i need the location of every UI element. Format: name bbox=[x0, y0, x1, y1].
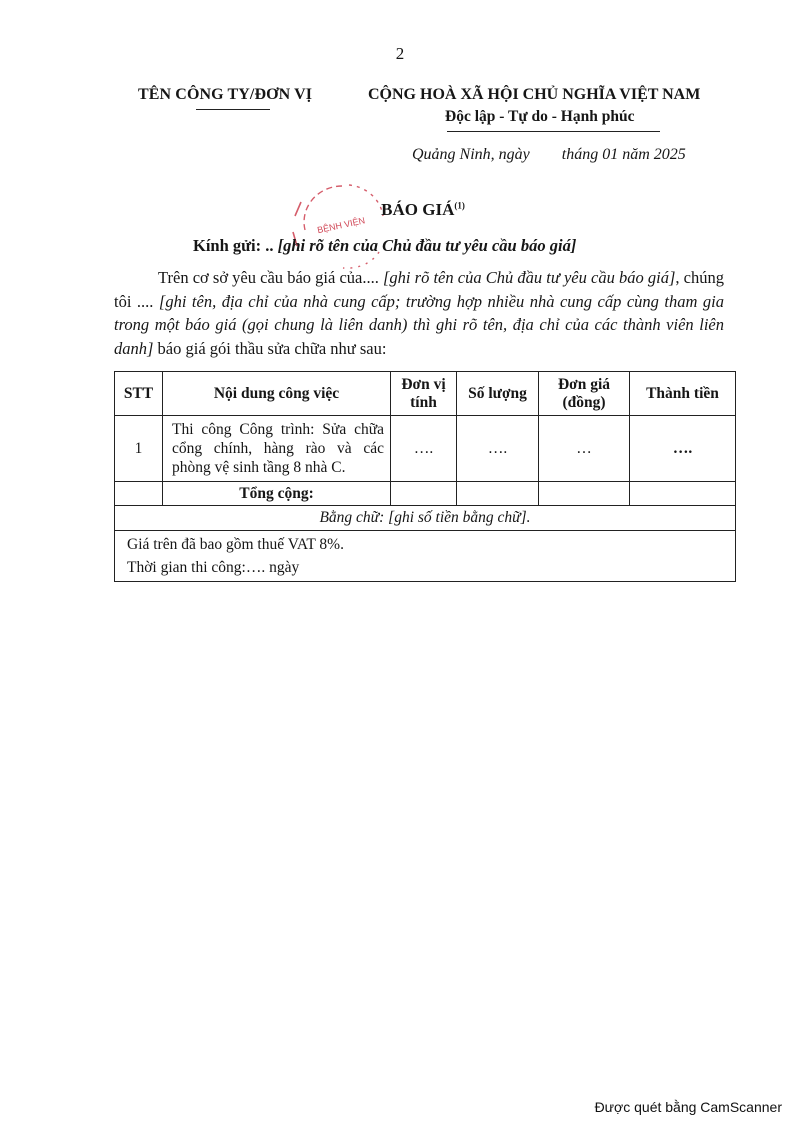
national-motto: Độc lập - Tự do - Hạnh phúc bbox=[445, 108, 635, 125]
page-number: 2 bbox=[395, 44, 405, 63]
cell-empty bbox=[630, 482, 736, 506]
national-title: CỘNG HOÀ XÃ HỘI CHỦ NGHĨA VIỆT NAM bbox=[368, 86, 701, 103]
recipient-line: Kính gửi: .. [ghi rõ tên của Chủ đầu tư yêu cầu báo giá] bbox=[193, 236, 577, 255]
scanner-credit: Được quét bằng CamScanner bbox=[594, 1099, 782, 1115]
table-header-row bbox=[115, 372, 736, 416]
cell-empty bbox=[457, 482, 539, 506]
cell-empty bbox=[115, 482, 163, 506]
motto-underline bbox=[447, 131, 660, 132]
cell-amount: …. bbox=[630, 416, 736, 482]
quotation-table bbox=[114, 371, 736, 582]
col-header-unit: Đơn vị tính bbox=[391, 372, 457, 416]
notes-cell bbox=[115, 531, 736, 582]
cell-empty bbox=[391, 482, 457, 506]
col-header-unit-price: Đơn giá (đồng) bbox=[539, 372, 630, 416]
amount-in-words: Bằng chữ: [ghi số tiền bằng chữ]. bbox=[115, 506, 736, 531]
red-stamp-seal bbox=[283, 172, 401, 276]
intro-paragraph: Trên cơ sở yêu cầu báo giá của.... [ghi rõ tên của Chủ đầu tư yêu cầu báo giá], chúng tôi .... [ghi tên, địa chỉ của nhà cung cấp; trường hợp nhiều nhà cung cấp cùng tham gia trong một báo giá (gọi chung là liên danh) thì ghi rõ tên, địa chỉ của các thành viên liên danh] báo giá gói thầu sửa chữa như sau: bbox=[114, 268, 724, 358]
vat-note: Giá trên đã bao gồm thuế VAT 8%. bbox=[127, 536, 344, 553]
stamp-text: BỆNH VIỆN bbox=[316, 215, 366, 236]
cell-quantity: …. bbox=[457, 416, 539, 482]
amount-in-words-row bbox=[115, 506, 736, 531]
company-name-header: TÊN CÔNG TY/ĐƠN VỊ bbox=[138, 86, 313, 103]
cell-content: Thi công Công trình: Sửa chữa cổng chính, hàng rào và các phòng vệ sinh tầng 8 nhà C. bbox=[163, 416, 391, 482]
duration-note: Thời gian thi công:…. ngày bbox=[127, 559, 300, 576]
col-header-quantity: Số lượng bbox=[457, 372, 539, 416]
col-header-stt: STT bbox=[115, 372, 163, 416]
col-header-amount: Thành tiền bbox=[630, 372, 736, 416]
header-left-underline bbox=[196, 109, 270, 110]
cell-unit: …. bbox=[391, 416, 457, 482]
col-header-content: Nội dung công việc bbox=[163, 372, 391, 416]
table-row bbox=[115, 416, 736, 482]
document-title: BÁO GIÁ$^{(1)}$ bbox=[381, 200, 465, 219]
notes-row bbox=[115, 531, 736, 582]
cell-empty bbox=[539, 482, 630, 506]
cell-unit-price: … bbox=[539, 416, 630, 482]
table-total-row bbox=[115, 482, 736, 506]
place-and-date: Quảng Ninh, ngày tháng 01 năm 2025 bbox=[412, 146, 686, 163]
cell-stt: 1 bbox=[115, 416, 163, 482]
total-label: Tổng cộng: bbox=[163, 482, 391, 506]
